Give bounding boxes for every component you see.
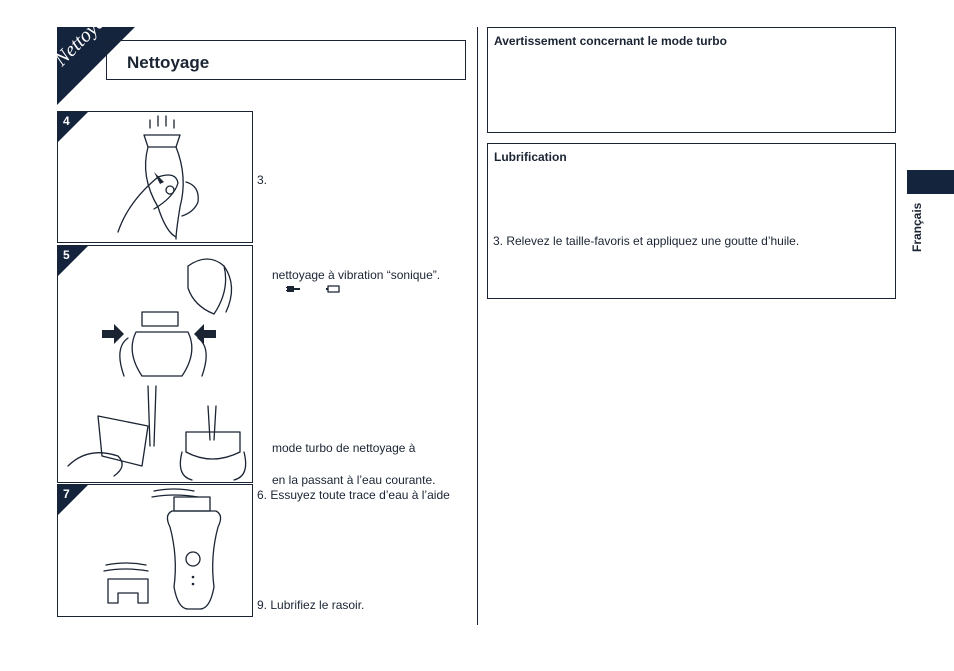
lubrication-box (487, 143, 896, 299)
sonic-cleaning-text: nettoyage à vibration “sonique”. (272, 268, 441, 282)
figure-number: 5 (63, 248, 70, 262)
figure-number: 7 (63, 487, 70, 501)
battery-icon (326, 284, 342, 294)
figure-5 (57, 245, 253, 483)
language-tab (907, 170, 954, 194)
lubrication-heading: Lubrification (494, 150, 567, 164)
shaver-illustration (58, 112, 254, 244)
step-6-text: 6. Essuyez toute trace d’eau à l’aide (257, 488, 450, 502)
step-3-label: 3. (257, 173, 268, 187)
page-title: Nettoyage (127, 53, 210, 72)
plug-icon (286, 284, 302, 294)
turbo-cleaning-text: mode turbo de nettoyage à (272, 441, 416, 455)
step-9-text: 9. Lubrifiez le rasoir. (257, 598, 365, 612)
section-banner-label: Nettoyer (50, 6, 115, 71)
figure-4 (57, 111, 253, 243)
turbo-warning-heading: Avertissement concernant le mode turbo (494, 34, 727, 48)
figure-7 (57, 484, 253, 617)
lubrication-step-3: 3. Relevez le taille-favoris et appliquez une goutte d’huile. (493, 234, 800, 248)
cleaning-illustration (58, 246, 254, 484)
rinse-text: en la passant à l’eau courante. (272, 473, 436, 487)
language-label: Français (910, 202, 924, 252)
turbo-warning-box (487, 27, 896, 133)
drying-illustration (58, 485, 254, 618)
page-title-box (106, 40, 466, 80)
column-divider (477, 27, 478, 625)
figure-number: 4 (63, 114, 70, 128)
